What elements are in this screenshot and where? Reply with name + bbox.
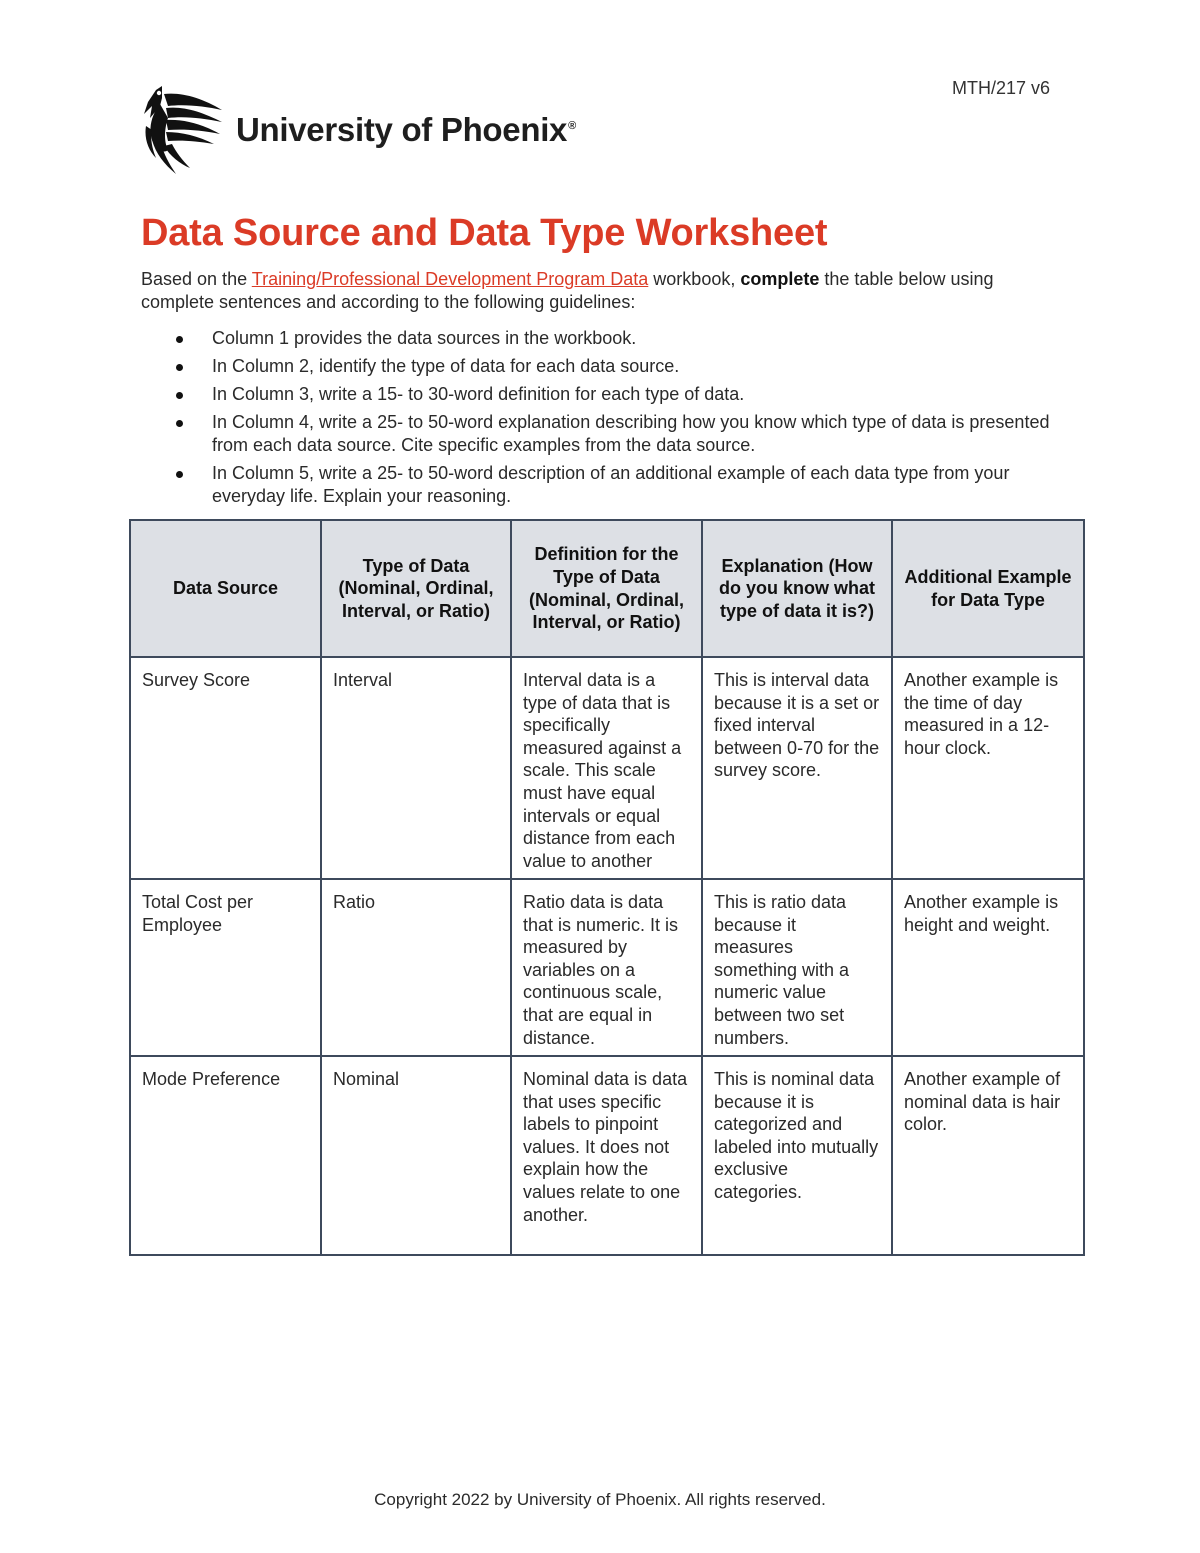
- column-header-definition: Definition for the Type of Data (Nominal, Ordinal, Interval, or Ratio): [511, 520, 702, 657]
- cell-definition[interactable]: Nominal data is data that uses specific labels to pinpoint values. It does not explain how the values relate to one another.: [511, 1056, 702, 1255]
- cell-additional-example[interactable]: Another example of nominal data is hair color.: [892, 1056, 1084, 1255]
- cell-explanation[interactable]: This is nominal data because it is categorized and labeled into mutually exclusive categories.: [702, 1056, 892, 1255]
- cell-data-source[interactable]: Mode Preference: [130, 1056, 321, 1255]
- cell-type-of-data[interactable]: Ratio: [321, 879, 511, 1056]
- table-row: [130, 1056, 1084, 1255]
- cell-data-source[interactable]: Survey Score: [130, 657, 321, 879]
- page-title: Data Source and Data Type Worksheet: [141, 212, 828, 254]
- list-item-text: In Column 2, identify the type of data for each data source.: [212, 356, 680, 376]
- registered-mark: ®: [568, 120, 576, 132]
- intro-emphasis: complete: [740, 269, 820, 289]
- column-header-type-of-data: Type of Data (Nominal, Ordinal, Interval, or Ratio): [321, 520, 511, 657]
- bullet-icon: [176, 420, 183, 427]
- intro-text-start: Based on the: [141, 269, 252, 289]
- worksheet-table: [129, 519, 1085, 1256]
- cell-type-of-data[interactable]: Interval: [321, 657, 511, 879]
- logo-wordmark-text: University of Phoenix: [236, 111, 568, 148]
- bullet-icon: [176, 471, 183, 478]
- bullet-icon: [176, 392, 183, 399]
- list-item: [172, 383, 1052, 406]
- column-header-data-source: Data Source: [130, 520, 321, 657]
- bullet-icon: [176, 336, 183, 343]
- list-item: [172, 327, 1052, 350]
- logo-wordmark: [236, 111, 576, 149]
- phoenix-bird-icon: [142, 84, 224, 176]
- copyright-footer: Copyright 2022 by University of Phoenix. All rights reserved.: [374, 1490, 826, 1509]
- list-item: [172, 462, 1052, 508]
- table-header-row: [130, 520, 1084, 657]
- cell-type-of-data[interactable]: Nominal: [321, 1056, 511, 1255]
- table-row: [130, 657, 1084, 879]
- cell-definition[interactable]: Interval data is a type of data that is specifically measured against a scale. This scale must have equal intervals or equal distance from each value to another: [511, 657, 702, 879]
- column-header-additional-example: Additional Example for Data Type: [892, 520, 1084, 657]
- cell-additional-example[interactable]: Another example is height and weight.: [892, 879, 1084, 1056]
- university-logo: [142, 84, 576, 176]
- intro-text-end: the table below using complete sentences and according to the following guidelines:: [141, 269, 994, 312]
- workbook-link[interactable]: Training/Professional Development Program Data: [251, 269, 649, 289]
- course-code: MTH/217 v6: [952, 78, 1051, 98]
- guidelines-list: [172, 327, 1052, 513]
- list-item-text: Column 1 provides the data sources in the workbook.: [212, 328, 637, 348]
- cell-data-source[interactable]: Total Cost per Employee: [130, 879, 321, 1056]
- list-item: [172, 411, 1052, 457]
- cell-explanation[interactable]: This is interval data because it is a set or fixed interval between 0-70 for the survey score.: [702, 657, 892, 879]
- list-item-text: In Column 4, write a 25- to 50-word explanation describing how you know which type of data is presented from each data source. Cite specific examples from the data source.: [212, 412, 1050, 455]
- list-item: [172, 355, 1052, 378]
- cell-definition[interactable]: Ratio data is data that is numeric. It is measured by variables on a continuous scale, that are equal in distance.: [511, 879, 702, 1056]
- table-row: [130, 879, 1084, 1056]
- bullet-icon: [176, 364, 183, 371]
- cell-explanation[interactable]: This is ratio data because it measures something with a numeric value between two set numbers.: [702, 879, 892, 1056]
- cell-additional-example[interactable]: Another example is the time of day measured in a 12-hour clock.: [892, 657, 1084, 879]
- intro-text-middle: workbook,: [648, 269, 741, 289]
- list-item-text: In Column 3, write a 15- to 30-word definition for each type of data.: [212, 384, 745, 404]
- list-item-text: In Column 5, write a 25- to 50-word description of an additional example of each data type from your everyday life. Explain your reasoning.: [212, 463, 1010, 506]
- column-header-explanation: Explanation (How do you know what type of data it is?): [702, 520, 892, 657]
- intro-paragraph: [141, 268, 1061, 314]
